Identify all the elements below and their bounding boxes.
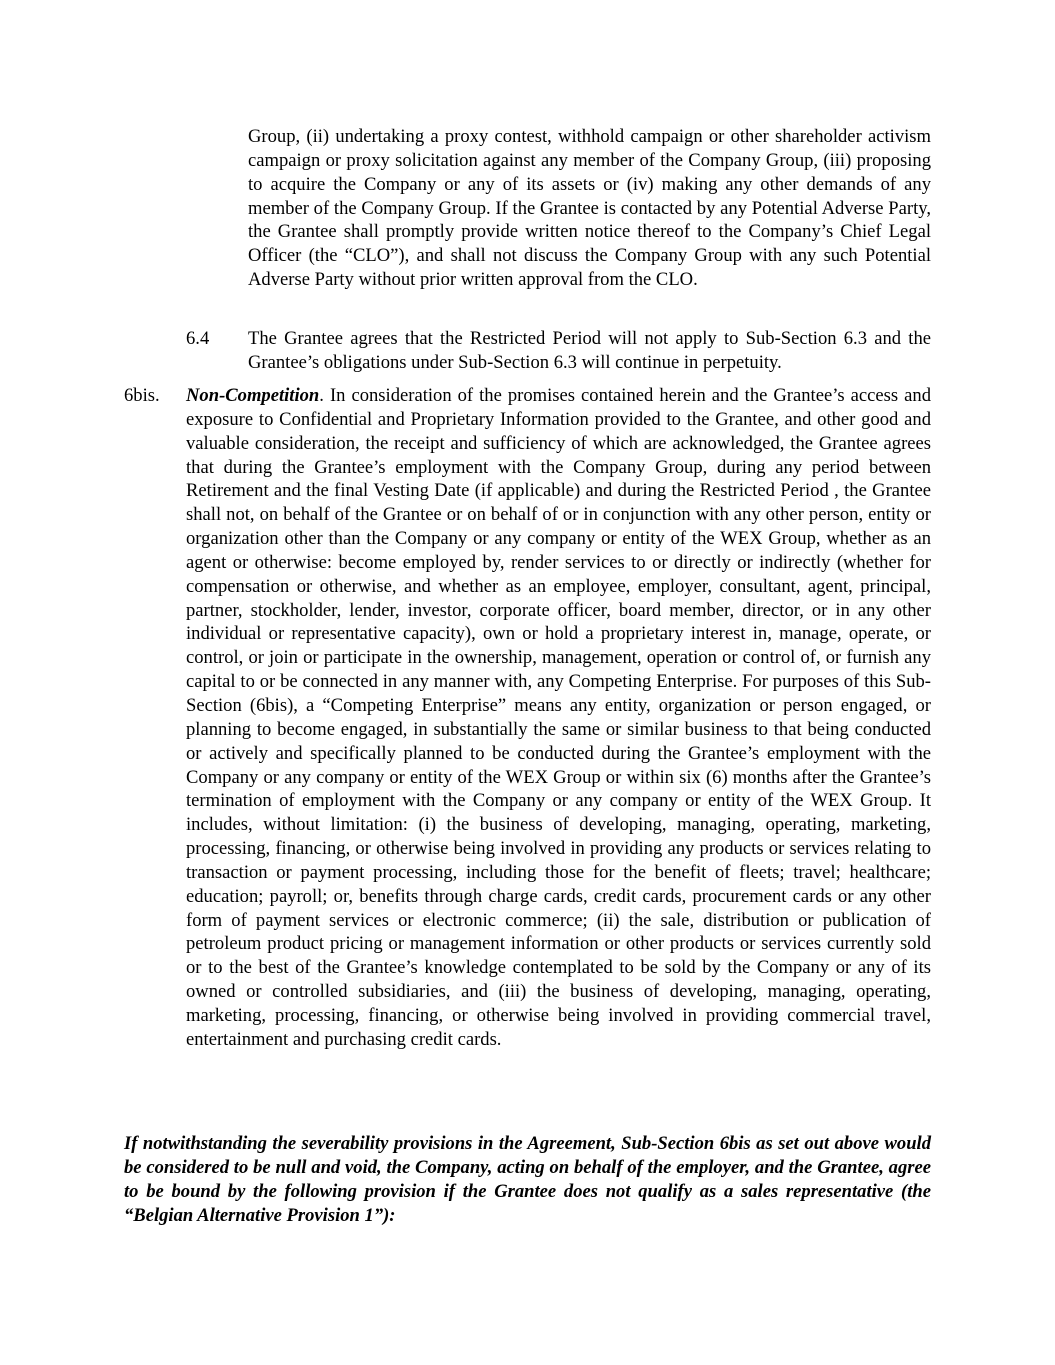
section-number: 6bis. [124,385,160,406]
section-body [186,384,931,1052]
closing-paragraph: If notwithstanding the severability provisions in the Agreement, Sub-Section 6bis as set out above would be considered to be null and void, the Company, acting on behalf of the employer, and the Grantee, agree to be bound by the following provision if the Grantee does not qualify as a sales representative (the “Belgian Alternative Provision 1”): [124,1133,931,1226]
section-text: The Grantee agrees that the Restricted Period will not apply to Sub-Section 6.3 and the Grantee’s obligations under Sub-Section 6.3 will continue in perpetuity. [248,328,931,373]
section-number: 6.4 [186,328,210,349]
section-6bis [124,384,931,1052]
section-text: . In consideration of the promises contained herein and the Grantee’s access and exposure to Confidential and Proprietary Information provided to the Grantee, and other good and valuable consideration, the receipt and sufficiency of which are acknowledged, the Grantee agrees that during the Grantee’s employment with the Company Group, during any period between Retirement and the final Vesting Date (if applicable) and during the Restricted Period , the Grantee shall not, on behalf of the Grantee or on behalf of or in conjunction with any other person, entity or organization other than the Company or any company or entity of the WEX Group, whether as an agent or otherwise: become employed by, render services to or directly or indirectly (whether for compensation or otherwise, and whether as an employee, employer, consultant, agent, principal, partner, stockholder, lender, investor, corporate officer, board member, director, or in any other individual or representative capacity), own or hold a proprietary interest in, manage, operate, or control, or join or participate in the ownership, management, operation or control of, or furnish any capital to or be connected in any manner with, any Competing Enterprise. For purposes of this Sub-Section (6bis), a “Competing Enterprise” means any entity, organization or person engaged, or planning to become engaged, in substantially the same or similar business to that being conducted or actively and specifically planned to be conducted during the Grantee’s employment with the Company or any company or entity of the WEX Group or within six (6) months after the Grantee’s termination of employment with the Company or any company or entity of the WEX Group. It includes, without limitation: (i) the business of developing, managing, operating, marketing, processing, financing, or otherwise being involved in providing any products or services relating to transaction or payment processing, including those for the benefit of fleets; travel; healthcare; education; payroll; or, benefits through charge cards, credit cards, procurement cards or any other form of payment services or electronic commerce; (ii) the sale, distribution or publication of petroleum product pricing or management information or other products or services currently sold or to the best of the Grantee’s knowledge contemplated to be sold by the Company or any of its owned or controlled subsidiaries, and (iii) the business of developing, managing, operating, marketing, processing, financing, or otherwise being involved in providing commercial travel, entertainment and purchasing credit cards. [186,385,931,1050]
section-6-4 [186,327,931,375]
section-heading: Non-Competition [186,385,320,406]
continued-paragraph: Group, (ii) undertaking a proxy contest, withhold campaign or other shareholder activism campaign or proxy solicitation against any member of the Company Group, (iii) proposing to acquire the Company or any of its assets or (iv) making any other demands of any member of the Company Group. If the Grantee is contacted by any Potential Adverse Party, the Grantee shall promptly provide written notice thereof to the Company’s Chief Legal Officer (the “CLO”), and shall not discuss the Company Group with any such Potential Adverse Party without prior written approval from the CLO. [248,126,931,291]
